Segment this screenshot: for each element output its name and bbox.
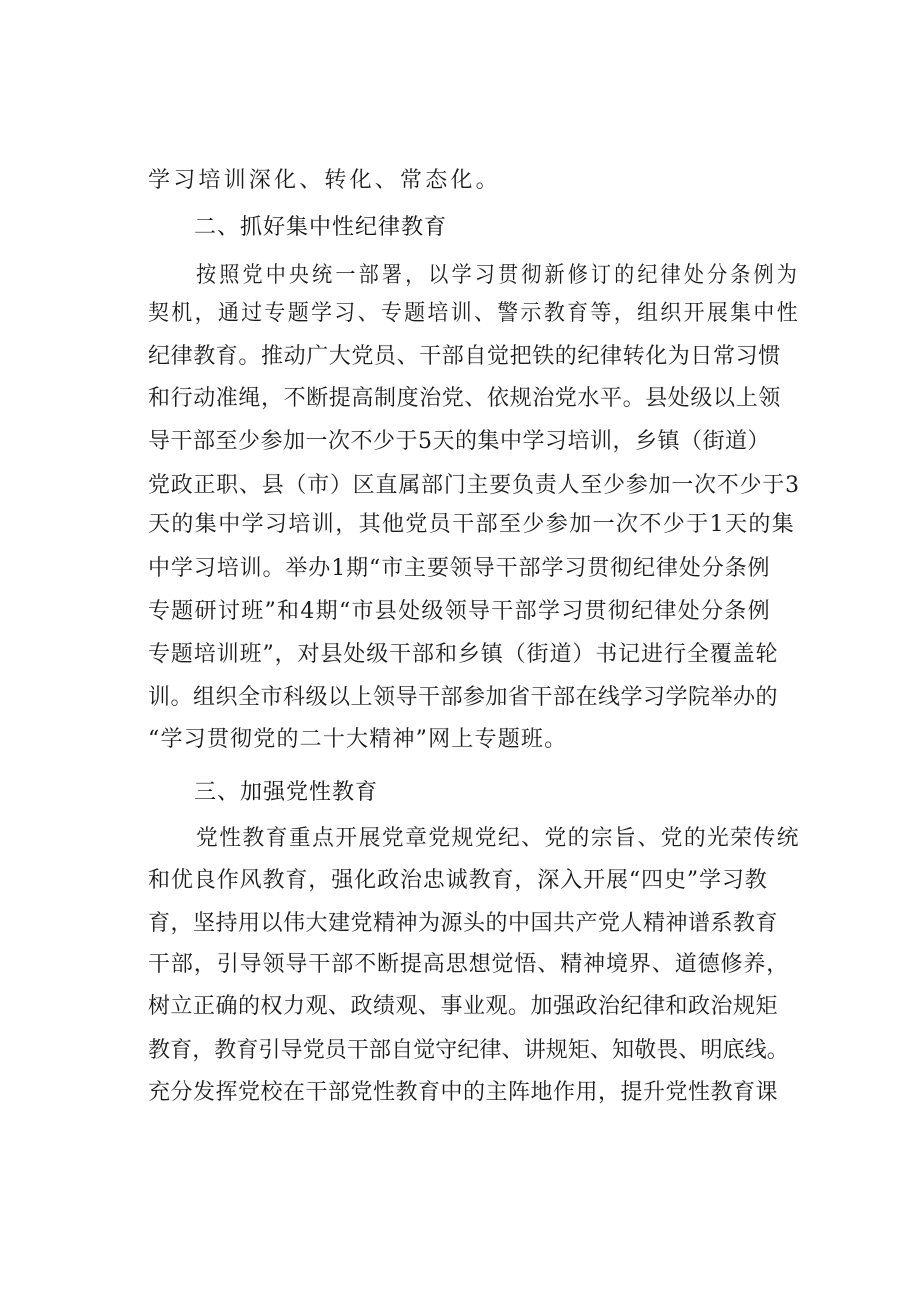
section-3-heading: 三、加强党性教育 xyxy=(194,780,379,805)
paragraph-text: 专题研讨班”和4期“市县处级领导干部学习贯彻纪律处分条例 xyxy=(148,599,771,624)
paragraph-text: 育，坚持用以伟大建党精神为源头的中国共产党人精神谱系教育 xyxy=(148,911,779,936)
paragraph-text: 和优良作风教育，强化政治忠诚教育，深入开展“四史”学习教 xyxy=(148,868,768,893)
paragraph-text: 导干部至少参加一次不少于5天的集中学习培训，乡镇（街道） xyxy=(148,429,770,454)
paragraph-text: 按照党中央统一部署，以学习贯彻新修订的纪律处分条例为 xyxy=(196,263,801,288)
paragraph-text: 中学习培训。举办1期“市主要领导干部学习贯彻纪律处分条例 xyxy=(148,556,771,581)
paragraph-text: “学习贯彻党的二十大精神”网上专题班。 xyxy=(148,727,568,752)
paragraph-text: 树立正确的权力观、政绩观、事业观。加强政治纪律和政治规矩 xyxy=(148,994,779,1019)
paragraph-text: 和行动准绳，不断提高制度治党、依规治党水平。县处级以上领 xyxy=(148,386,781,411)
paragraph-text: 党政正职、县（市）区直属部门主要负责人至少参加一次不少于3 xyxy=(148,473,800,498)
paragraph-text: 党性教育重点开展党章党规党纪、党的宗旨、党的光荣传统 xyxy=(196,826,800,851)
paragraph-text: 训。组织全市科级以上领导干部参加省干部在线学习学院举办的 xyxy=(148,685,779,710)
paragraph-text: 干部，引导领导干部不断提高思想觉悟、精神境界、道德修养， xyxy=(148,952,790,977)
paragraph-text: 天的集中学习培训，其他党员干部至少参加一次不少于1天的集 xyxy=(148,512,796,537)
paragraph-text: 纪律教育。推动广大党员、干部自觉把铁的纪律转化为日常习惯 xyxy=(148,344,781,369)
paragraph-text: 教育，教育引导党员干部自觉守纪律、讲规矩、知敬畏、明底线。 xyxy=(148,1038,789,1063)
paragraph-text: 专题培训班”，对县处级干部和乡镇（街道）书记进行全覆盖轮 xyxy=(148,642,779,667)
section-2-heading: 二、抓好集中性纪律教育 xyxy=(194,215,448,240)
paragraph-text: 契机，通过专题学习、专题培训、警示教育等，组织开展集中性 xyxy=(148,301,800,326)
intro-text: 学习培训深化、转化、常态化。 xyxy=(148,168,501,193)
paragraph-text: 充分发挥党校在干部党性教育中的主阵地作用，提升党性教育课 xyxy=(148,1080,779,1105)
